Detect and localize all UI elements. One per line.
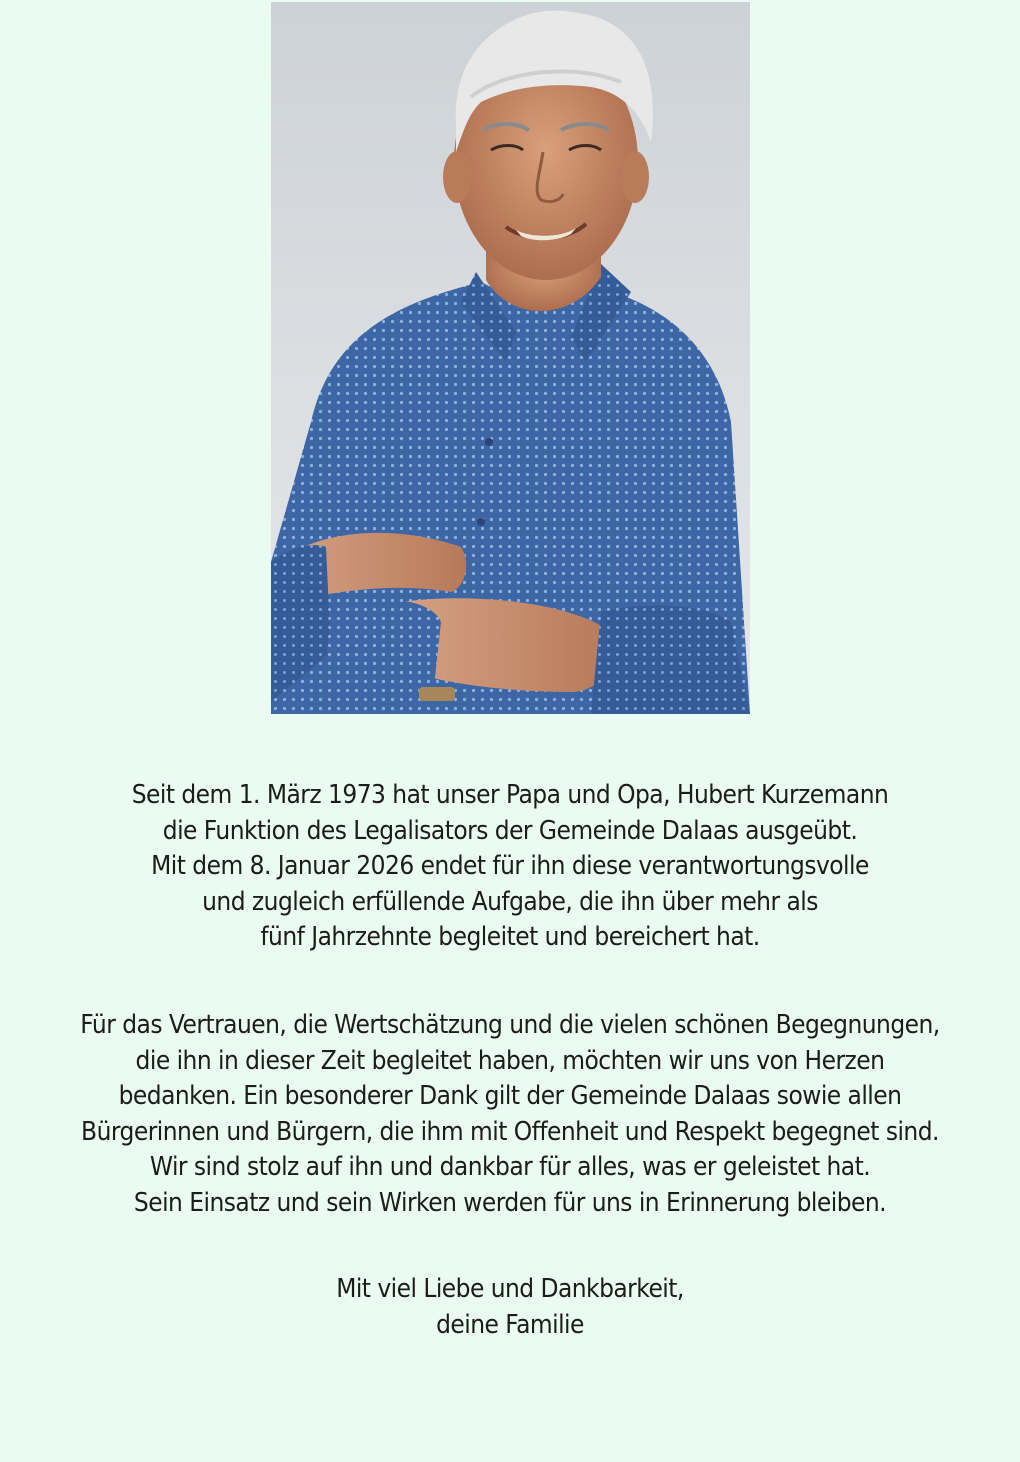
text-line: Mit dem 8. Januar 2026 endet für ihn diese verantwortungsvolle <box>151 851 869 881</box>
text-line: Seit dem 1. März 1973 hat unser Papa und Opa, Hubert Kurzemann <box>131 780 889 810</box>
text-line: fünf Jahrzehnte begleitet und bereichert hat. <box>260 922 760 952</box>
text-line: und zugleich erfüllende Aufgabe, die ihn über mehr als <box>202 886 818 917</box>
text-line: die ihn in dieser Zeit begleitet haben, möchten wir uns von Herzen <box>135 1045 885 1076</box>
closing-signature <box>51 1272 969 1343</box>
text-line: Wir sind stolz auf ihn und dankbar für alles, was er geleistet hat. <box>149 1152 871 1182</box>
paragraph-thanks <box>51 1008 969 1221</box>
portrait-photo-icon <box>271 2 750 714</box>
paragraph-intro <box>51 778 969 956</box>
text-line: Für das Vertrauen, die Wertschätzung und die vielen schönen Begegnungen, <box>80 1010 940 1040</box>
text-line: Bürgerinnen und Bürgern, die ihm mit Offenheit und Respekt begegnet sind. <box>81 1116 939 1147</box>
closing-line: Mit viel Liebe und Dankbarkeit, <box>336 1274 684 1304</box>
signature-line: deine Familie <box>436 1309 584 1340</box>
text-line: Sein Einsatz und sein Wirken werden für uns in Erinnerung bleiben. <box>133 1187 887 1218</box>
text-line: die Funktion des Legalisators der Gemeinde Dalaas ausgeübt. <box>162 815 858 846</box>
portrait-photo <box>271 2 750 714</box>
text-line: bedanken. Ein besonderer Dank gilt der Gemeinde Dalaas sowie allen <box>118 1081 902 1111</box>
